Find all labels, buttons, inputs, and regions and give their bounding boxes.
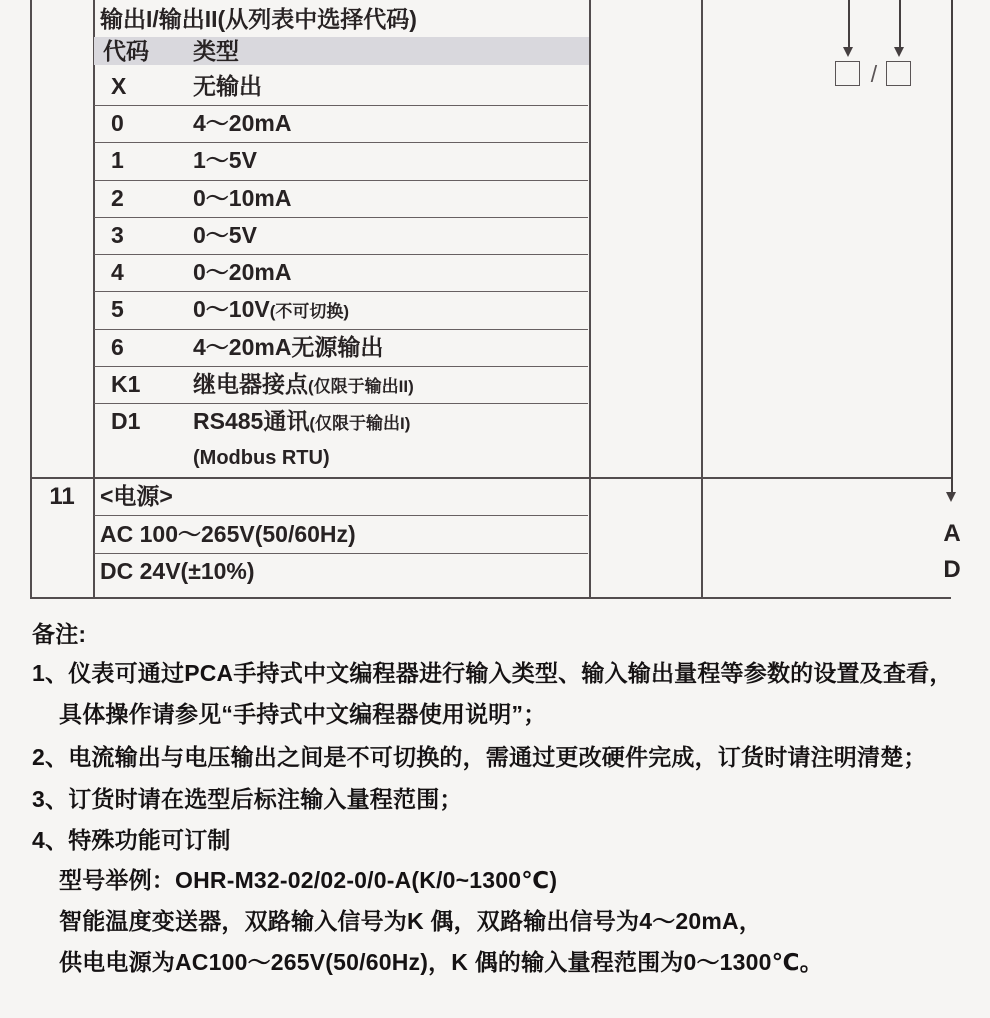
- note-item-2: 2、电流输出与电压输出之间是不可切换的，需通过更改硬件完成，订货时请注明清楚；: [32, 744, 927, 770]
- type-text: 无输出: [193, 73, 262, 99]
- note-item-1b: 具体操作请参见“手持式中文编程器使用说明”；: [59, 701, 547, 727]
- type-cell: [193, 180, 291, 217]
- header-type: 类型: [193, 38, 239, 64]
- table-row: [94, 142, 588, 181]
- slash-separator: /: [870, 61, 878, 87]
- power-code-d: D: [943, 556, 961, 583]
- code-cell: 3: [111, 222, 124, 248]
- table-divider-code-column: [701, 0, 703, 597]
- down-arrow-power-head-icon: [946, 492, 956, 502]
- type-cell: [193, 217, 257, 254]
- power-option-dc: DC 24V(±10%): [100, 558, 255, 584]
- note-item-3: 3、订货时请在选型后标注输入量程范围；: [32, 786, 463, 812]
- header-code: 代码: [103, 38, 149, 64]
- type-cell: [193, 291, 349, 330]
- down-arrow-output1-head-icon: [843, 47, 853, 57]
- type-text: 4～20mA: [193, 110, 292, 136]
- note-item-4c: 智能温度变送器，双路输入信号为K 偶，双路输出信号为4～20mA，: [59, 908, 763, 934]
- down-arrow-output2-head-icon: [894, 47, 904, 57]
- code-cell: 5: [111, 296, 124, 322]
- code-cell: 4: [111, 259, 124, 285]
- type-text: 4～20mA无源输出: [193, 334, 384, 360]
- table-border-bottom: [30, 597, 951, 599]
- table-row: [94, 180, 588, 218]
- table-row: [94, 105, 588, 143]
- type-cell-line2: (Modbus RTU): [193, 447, 330, 469]
- type-cell: [193, 105, 291, 142]
- table-row: [94, 291, 588, 330]
- output-section-label: 输出I/输出II(从列表中选择代码): [100, 6, 417, 32]
- code-cell: D1: [111, 408, 141, 434]
- down-arrow-output1-icon: [848, 0, 850, 48]
- type-note: (不可切换): [269, 302, 350, 321]
- type-text: 继电器接点: [193, 371, 308, 397]
- type-text: RS485通讯: [193, 408, 310, 434]
- power-option-dc-row: [94, 553, 588, 596]
- table-divider-content-right: [589, 0, 591, 597]
- type-note: (仅限于输出I): [309, 414, 411, 433]
- code-box-output1: [835, 61, 860, 86]
- table-row: [94, 254, 588, 292]
- code-cell: K1: [111, 371, 141, 397]
- type-cell: [193, 366, 414, 405]
- down-arrow-output2-icon: [899, 0, 901, 48]
- code-type-header: [94, 37, 589, 65]
- type-cell: [193, 68, 262, 105]
- type-text: 0～10V: [193, 296, 270, 322]
- type-cell: [193, 254, 291, 291]
- power-code-a: A: [943, 520, 961, 547]
- code-box-output2: [886, 61, 911, 86]
- table-row: [94, 217, 588, 255]
- power-header-row: [94, 478, 588, 516]
- code-cell: 2: [111, 185, 124, 211]
- down-arrow-power-icon: [951, 0, 953, 493]
- note-item-4d: 供电电源为AC100～265V(50/60Hz)，K 偶的输入量程范围为0～1300℃。: [59, 949, 823, 975]
- code-cell: X: [111, 73, 127, 99]
- type-note: (仅限于输出II): [308, 377, 414, 396]
- type-cell: [193, 142, 257, 179]
- power-row-number: 11: [49, 483, 75, 510]
- code-cell: 1: [111, 147, 124, 173]
- table-row: [94, 68, 588, 106]
- notes-title: 备注:: [32, 621, 87, 647]
- code-cell: 6: [111, 334, 124, 360]
- note-item-4b: 型号举例：OHR-M32-02/02-0/0-A(K/0~1300℃): [59, 867, 558, 893]
- code-cell: 0: [111, 110, 124, 136]
- type-text: 0～10mA: [193, 185, 292, 211]
- table-row: [94, 366, 588, 404]
- table-row: [94, 329, 588, 367]
- power-option-ac-row: [94, 516, 588, 554]
- type-cell: [193, 329, 383, 366]
- type-text: 1～5V: [193, 147, 257, 173]
- table-row: [94, 403, 588, 477]
- power-option-ac: AC 100～265V(50/60Hz): [100, 521, 356, 547]
- power-header: <电源>: [100, 483, 173, 509]
- type-cell: [193, 403, 410, 442]
- note-item-1: 1、仪表可通过PCA手持式中文编程器进行输入类型、输入输出量程等参数的设置及查看，: [32, 660, 953, 686]
- note-item-4: 4、特殊功能可订制: [32, 827, 231, 853]
- type-text: 0～20mA: [193, 259, 292, 285]
- type-text: 0～5V: [193, 222, 257, 248]
